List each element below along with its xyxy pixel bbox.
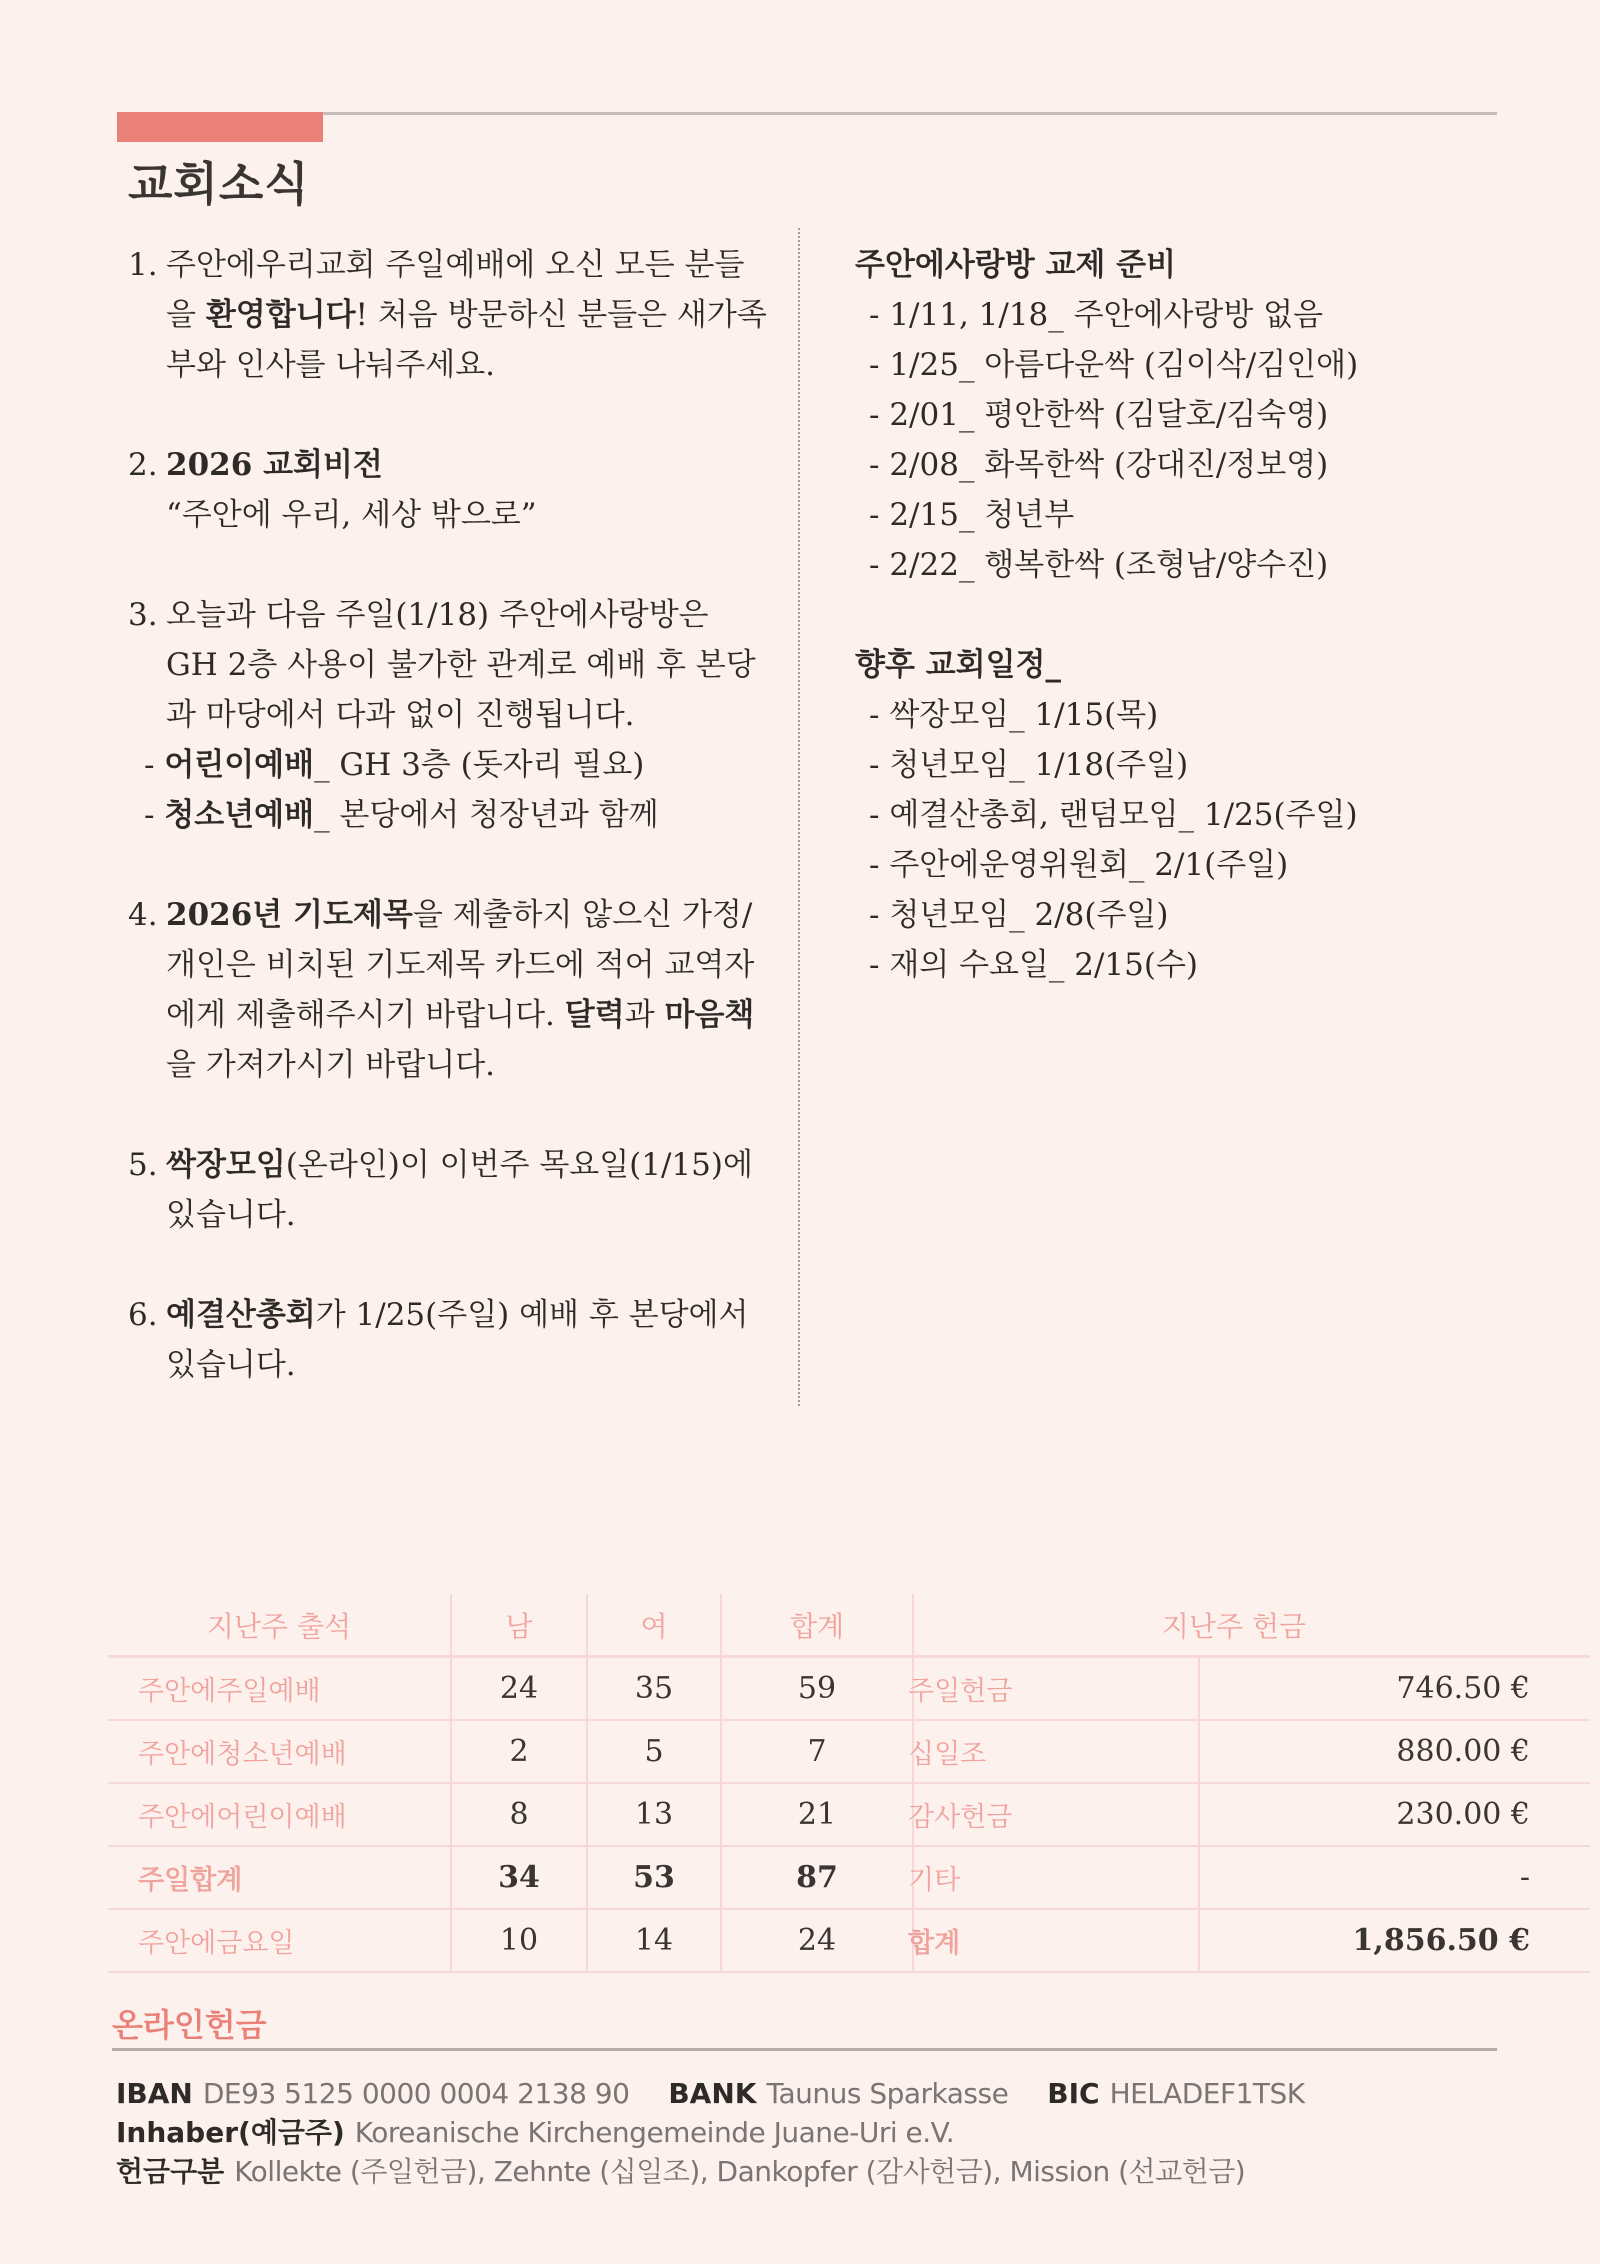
total-count: 87 xyxy=(721,1846,913,1909)
text: 과 xyxy=(624,997,665,1033)
offering-amount: - xyxy=(1199,1846,1590,1909)
notice-number: 6. xyxy=(128,1297,158,1333)
table-row xyxy=(108,1657,913,1721)
total-count: 7 xyxy=(721,1720,913,1783)
attendance-header: 지난주 출석 xyxy=(108,1594,451,1657)
notice-number: 2. xyxy=(128,447,158,483)
attendance-table xyxy=(108,1594,914,1973)
bic-label: BIC xyxy=(1047,2077,1100,2110)
offering-label: 주일헌금 xyxy=(878,1657,1199,1721)
bank-line-3 xyxy=(116,2152,1335,2191)
offering-label: 기타 xyxy=(878,1846,1199,1909)
row-label: 주안에금요일 xyxy=(108,1909,451,1972)
text: 을 제출하지 않으신 가정/개인은 비치된 기도제목 카드에 적어 교역자에게 제출해주시기 바랍니다. xyxy=(166,897,755,1033)
column-divider xyxy=(798,228,800,1406)
bold-text: 환영합니다 xyxy=(205,297,356,333)
notice-item xyxy=(128,440,768,540)
text: 을 가져가시기 바랍니다. xyxy=(166,1047,496,1083)
text: _ 본당에서 청장년과 함께 xyxy=(314,797,659,833)
category-label: 헌금구분 xyxy=(116,2155,225,2188)
offering-amount: 230.00 € xyxy=(1199,1783,1590,1846)
bank-value: Taunus Sparkasse xyxy=(766,2077,1009,2110)
bold-text: 어린이예배 xyxy=(164,747,315,783)
list-item: - 싹장모임_ 1/15(목) xyxy=(869,697,1159,733)
notice-body xyxy=(166,1140,768,1240)
header-rule xyxy=(117,112,1497,115)
offering-header: 지난주 헌금 xyxy=(878,1594,1590,1657)
notice-number: 4. xyxy=(128,897,158,933)
table-row xyxy=(108,1909,913,1972)
list-item: - 1/25_ 아름다운싹 (김이삭/김인애) xyxy=(869,347,1359,383)
male-count: 10 xyxy=(451,1909,587,1972)
row-label: 주안에청소년예배 xyxy=(108,1720,451,1783)
schedule-list xyxy=(855,690,1515,990)
offering-label: 십일조 xyxy=(878,1720,1199,1783)
list-item: - 2/08_ 화목한싹 (강대진/정보영) xyxy=(869,447,1329,483)
table-row xyxy=(108,1783,913,1846)
bold-text: 싹장모임 xyxy=(166,1147,286,1183)
total-count: 21 xyxy=(721,1783,913,1846)
female-count: 14 xyxy=(587,1909,721,1972)
bold-text: 예결산총회 xyxy=(166,1297,316,1333)
notice-body xyxy=(166,240,768,390)
bold-text: 2026 교회비전 xyxy=(166,447,383,483)
text: - xyxy=(144,797,165,833)
section-title: 교회소식 xyxy=(128,157,310,211)
notice-item xyxy=(128,1290,768,1390)
male-count: 8 xyxy=(451,1783,587,1846)
notice-list xyxy=(128,240,768,1440)
notice-item xyxy=(128,240,768,390)
list-item: - 2/15_ 청년부 xyxy=(869,497,1075,533)
text: 주안에우리교회 주일예배에 오신 모든 분들을 xyxy=(166,247,745,333)
female-count: 5 xyxy=(587,1720,721,1783)
right-column xyxy=(855,240,1515,990)
text: - xyxy=(144,747,165,783)
online-rule xyxy=(112,2048,1497,2051)
list-item: - 2/01_ 평안한싹 (김달호/김숙영) xyxy=(869,397,1329,433)
notice-item xyxy=(128,1140,768,1240)
notice-number: 1. xyxy=(128,247,158,283)
table-row xyxy=(878,1846,1590,1909)
text: ! 처음 방문하신 분들은 새가족부와 인사를 나눠주세요. xyxy=(166,297,767,383)
text: (온라인)이 이번주 목요일(1/15)에 있습니다. xyxy=(166,1147,753,1233)
total-count: 24 xyxy=(721,1909,913,1972)
male-count: 2 xyxy=(451,1720,587,1783)
text: 가 1/25(주일) 예배 후 본당에서 있습니다. xyxy=(166,1297,749,1383)
offering-table xyxy=(878,1594,1590,1973)
table-row-sum xyxy=(878,1909,1590,1972)
text: 오늘과 다음 주일(1/18) 주안에사랑방은 GH 2층 사용이 불가한 관계로 예배 후 본당과 마당에서 다과 없이 진행됩니다. xyxy=(166,597,756,733)
list-item: - 청년모임_ 1/18(주일) xyxy=(869,747,1189,783)
bank-line-1 xyxy=(116,2074,1335,2113)
header-accent-bar xyxy=(117,112,323,142)
list-item: - 재의 수요일_ 2/15(수) xyxy=(869,947,1199,983)
sarangbang-list xyxy=(855,290,1515,590)
online-offering-title: 온라인헌금 xyxy=(112,2006,267,2044)
sarangbang-title: 주안에사랑방 교제 준비 xyxy=(855,247,1177,283)
bic-value: HELADEF1TSK xyxy=(1109,2077,1305,2110)
row-label: 주안에어린이예배 xyxy=(108,1783,451,1846)
offering-amount: 746.50 € xyxy=(1199,1657,1590,1721)
notice-body xyxy=(166,1290,768,1390)
male-count: 24 xyxy=(451,1657,587,1721)
holder-label: Inhaber(예금주) xyxy=(116,2116,345,2149)
bold-text: 달력 xyxy=(564,997,625,1033)
list-item: - 예결산총회, 랜덤모임_ 1/25(주일) xyxy=(869,797,1358,833)
notice-number: 5. xyxy=(128,1147,158,1183)
table-header-row xyxy=(878,1594,1590,1657)
female-count: 35 xyxy=(587,1657,721,1721)
notice-number: 3. xyxy=(128,597,158,633)
female-header: 여 xyxy=(587,1594,721,1657)
total-header: 합계 xyxy=(721,1594,913,1657)
text: _ GH 3층 (돗자리 필요) xyxy=(314,747,645,783)
table-row xyxy=(878,1720,1590,1783)
row-label: 주일합계 xyxy=(108,1846,451,1909)
notice-body xyxy=(166,890,768,1090)
table-row xyxy=(878,1657,1590,1721)
list-item: - 1/11, 1/18_ 주안에사랑방 없음 xyxy=(869,297,1324,333)
text: “주안에 우리, 세상 밖으로” xyxy=(166,497,537,533)
bank-info xyxy=(116,2074,1335,2191)
offering-label: 감사헌금 xyxy=(878,1783,1199,1846)
female-count: 53 xyxy=(587,1846,721,1909)
schedule-title: 향후 교회일정_ xyxy=(855,647,1061,683)
bold-text: 2026년 기도제목 xyxy=(166,897,413,933)
offering-amount: 880.00 € xyxy=(1199,1720,1590,1783)
notice-sub-item xyxy=(144,790,768,840)
total-count: 59 xyxy=(721,1657,913,1721)
list-item: - 주안에운영위원회_ 2/1(주일) xyxy=(869,847,1289,883)
offering-amount: 1,856.50 € xyxy=(1199,1909,1590,1972)
notice-item xyxy=(128,590,768,840)
category-value: Kollekte (주일헌금), Zehnte (십일조), Dankopfer (감사헌금), Mission (선교헌금) xyxy=(234,2155,1246,2188)
male-count: 34 xyxy=(451,1846,587,1909)
list-item: - 청년모임_ 2/8(주일) xyxy=(869,897,1169,933)
notice-body xyxy=(166,590,768,740)
row-label: 주안에주일예배 xyxy=(108,1657,451,1721)
iban-value: DE93 5125 0000 0004 2138 90 xyxy=(202,2077,630,2110)
list-item: - 2/22_ 행복한싹 (조형남/양수진) xyxy=(869,547,1329,583)
table-row xyxy=(108,1720,913,1783)
holder-value: Koreanische Kirchengemeinde Juane-Uri e.V. xyxy=(354,2116,955,2149)
notice-item xyxy=(128,890,768,1090)
iban-label: IBAN xyxy=(116,2077,193,2110)
bank-label: BANK xyxy=(668,2077,757,2110)
female-count: 13 xyxy=(587,1783,721,1846)
bank-line-2 xyxy=(116,2113,1335,2152)
male-header: 남 xyxy=(451,1594,587,1657)
bold-text: 마음책 xyxy=(664,997,755,1033)
offering-label: 합계 xyxy=(878,1909,1199,1972)
table-header-row xyxy=(108,1594,913,1657)
table-row xyxy=(878,1783,1590,1846)
bold-text: 청소년예배 xyxy=(164,797,315,833)
notice-body xyxy=(166,440,768,540)
notice-sub-item xyxy=(144,740,768,790)
table-row-sum xyxy=(108,1846,913,1909)
